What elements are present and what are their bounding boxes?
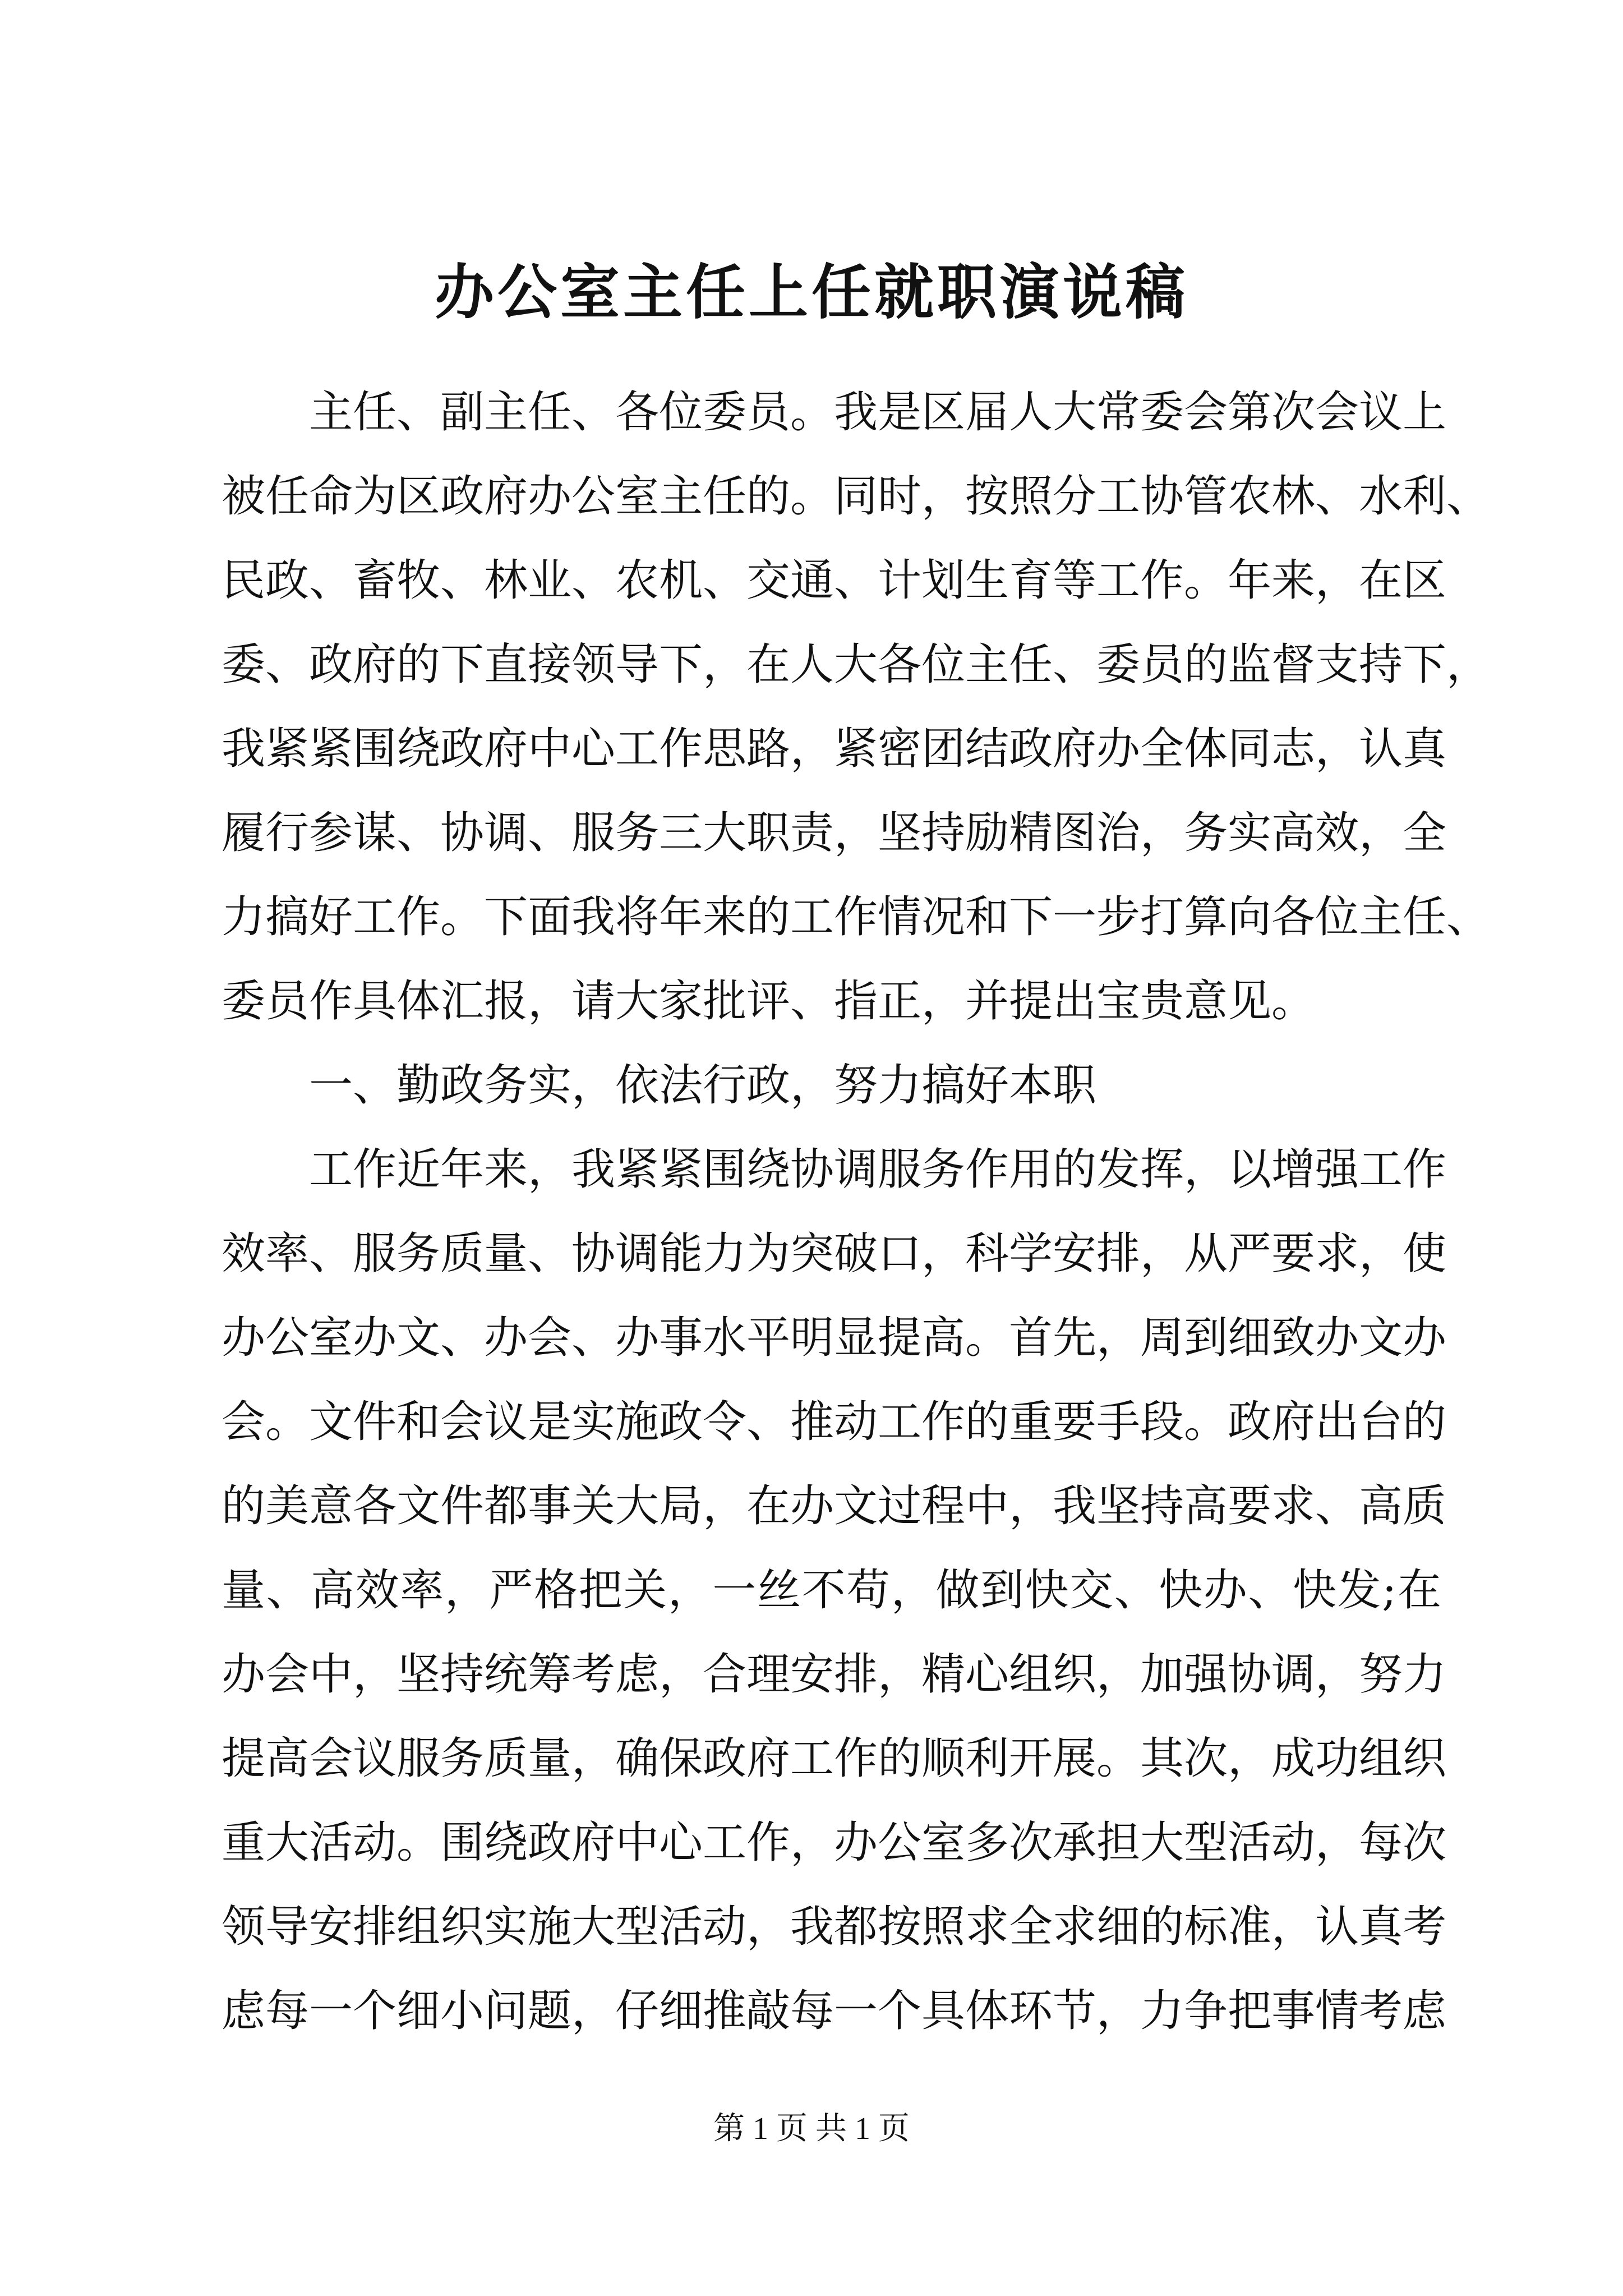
body-line: 委、政府的下直接领导下，在人大各位主任、委员的监督支持下， <box>222 639 1491 690</box>
body-line: 办会中，坚持统筹考虑，合理安排，精心组织，加强协调，努力 <box>222 1649 1447 1700</box>
body-line: 我紧紧围绕政府中心工作思路，紧密团结政府办全体同志，认真 <box>222 724 1447 774</box>
body-line: 民政、畜牧、林业、农机、交通、计划生育等工作。年来，在区 <box>222 555 1447 606</box>
body-line: 会。文件和会议是实施政令、推动工作的重要手段。政府出台的 <box>222 1397 1447 1447</box>
body-line: 效率、服务质量、协调能力为突破口，科学安排，从严要求，使 <box>222 1228 1447 1279</box>
body-line: 量、高效率，严格把关，一丝不苟，做到快交、快办、快发;在 <box>222 1565 1442 1616</box>
body-line: 委员作具体汇报，请大家批评、指正，并提出宝贵意见。 <box>222 976 1316 1027</box>
document-body <box>222 370 1491 2053</box>
body-line: 的美意各文件都事关大局，在办文过程中，我坚持高要求、高质 <box>222 1481 1447 1531</box>
body-line: 虑每一个细小问题，仔细推敲每一个具体环节，力争把事情考虑 <box>222 1986 1447 2036</box>
body-line: 履行参谋、协调、服务三大职责，坚持励精图治，务实高效，全 <box>222 808 1447 858</box>
body-line: 被任命为区政府办公室主任的。同时，按照分工协管农林、水利、 <box>222 471 1491 522</box>
body-line: 主任、副主任、各位委员。我是区届人大常委会第次会议上 <box>309 387 1447 438</box>
body-line: 工作近年来，我紧紧围绕协调服务作用的发挥，以增强工作 <box>309 1144 1447 1195</box>
document-title: 办公室主任上任就职演说稿 <box>435 257 1188 327</box>
page-footer: 第 1 页 共 1 页 <box>713 2111 910 2146</box>
section-heading: 一、勤政务实，依法行政，努力搞好本职 <box>309 1060 1097 1111</box>
body-line: 领导安排组织实施大型活动，我都按照求全求细的标准，认真考 <box>222 1902 1447 1952</box>
body-line: 提高会议服务质量，确保政府工作的顺利开展。其次，成功组织 <box>222 1733 1447 1784</box>
body-line: 办公室办文、办会、办事水平明显提高。首先，周到细致办文办 <box>222 1313 1447 1363</box>
body-line: 力搞好工作。下面我将年来的工作情况和下一步打算向各位主任、 <box>222 892 1491 942</box>
body-line: 重大活动。围绕政府中心工作，办公室多次承担大型活动，每次 <box>222 1818 1447 1868</box>
